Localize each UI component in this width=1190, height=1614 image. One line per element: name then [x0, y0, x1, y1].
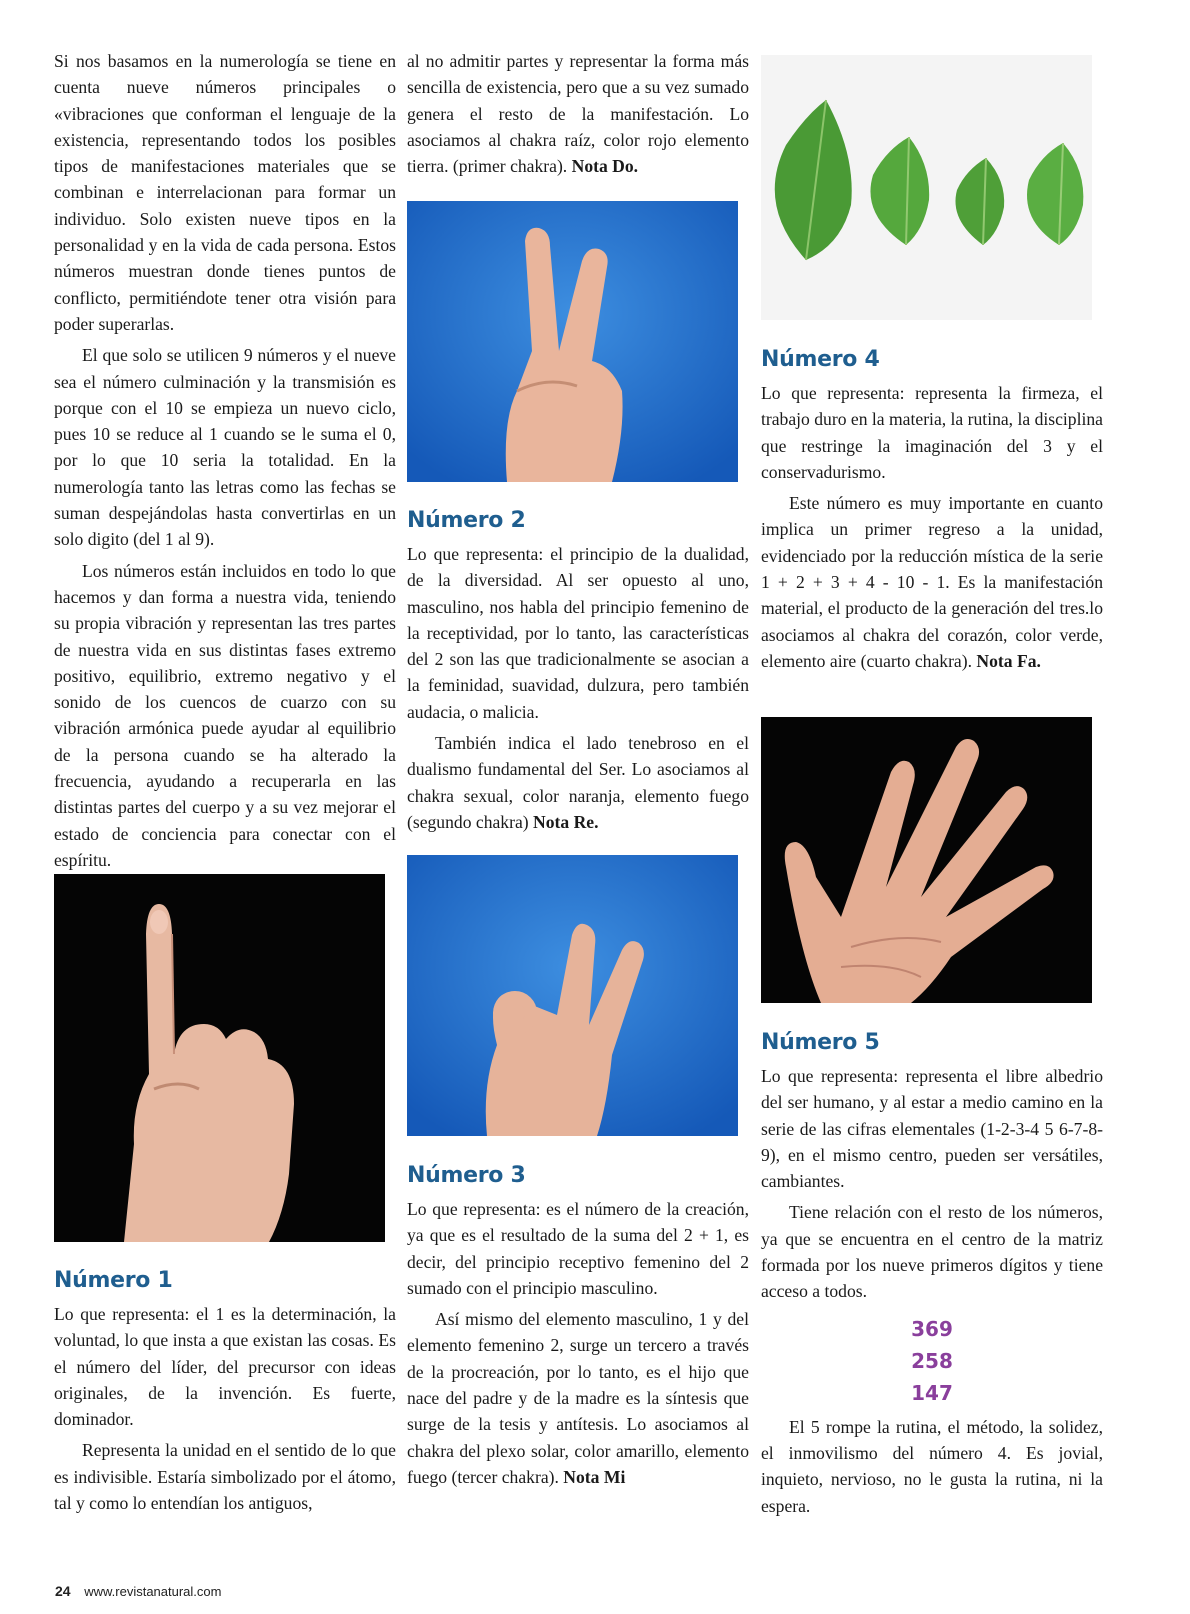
paragraph: Lo que representa: representa la firmeza, el trabajo duro en la materia, la rutina, la disciplina que restringe la imaginación del 3 y el conservadurismo. [761, 383, 1103, 482]
matrix-row: 147 [911, 1380, 953, 1405]
heading-numero-3: Número 3 [407, 1163, 526, 1188]
column-3-upper [761, 347, 1103, 674]
paragraph: También indica el lado tenebroso en el dualismo fundamental del Ser. Lo asociamos al chakra sexual, color naranja, elemento fuego (segundo chakra) Nota Re. [407, 733, 749, 832]
column-1 [54, 48, 396, 873]
number-matrix [761, 1313, 1103, 1409]
paragraph: El 5 rompe la rutina, el método, la solidez, el inmovilismo del número 4. Es jovial, inquieto, nervioso, no le gusta la rutina, ni la espera. [761, 1416, 1103, 1516]
column-2-middle [407, 508, 749, 835]
heading-numero-2: Número 2 [407, 508, 526, 533]
paragraph: Este número es muy importante en cuanto implica un primer regreso a la unidad, evidenciado por la reducción mística de la serie 1 + 2 + 3 + 4 - 10 - 1. Es la manifestación material, el producto de la generación del tres.lo asociamos al chakra del corazón, color verde, elemento aire (cuarto chakra). Nota Fa. [761, 493, 1103, 671]
column-2 [407, 48, 749, 179]
note-do: Nota Do. [571, 156, 639, 177]
note-mi: Nota Mi [563, 1466, 626, 1487]
heading-numero-1: Número 1 [54, 1268, 173, 1293]
note-fa: Nota Fa. [976, 650, 1041, 671]
matrix-row: 369 [911, 1316, 953, 1341]
paragraph: Representa la unidad en el sentido de lo que es indivisible. Estaría simbolizado por el átomo, tal y como lo entendían los antiguos, [54, 1440, 396, 1514]
heading-numero-5: Número 5 [761, 1030, 880, 1055]
paragraph: al no admitir partes y representar la forma más sencilla de existencia, pero que a su vez sumado genera el resto de la manifestación. Lo asociamos al chakra raíz, color rojo elemento tierra. (primer chakra). Nota Do. [407, 51, 749, 177]
matrix-row: 258 [911, 1348, 953, 1373]
paragraph: Si nos basamos en la numerología se tiene en cuenta nueve números principales o «vibraciones que conforman el lenguaje de la existencia, representando todos los posibles tipos de manifestaciones materiales que se combinan e interrelacionan para formar un individuo. Solo existen nueve tipos en la personalidad y en la vida de cada persona. Estos números muestran donde tienes puntos de conflicto, permitiéndote tener otra visión para poder superarlas. [54, 51, 396, 334]
column-2-lower [407, 1163, 749, 1490]
paragraph: Lo que representa: representa el libre albedrio del ser humano, y al estar a medio camino en la serie de las cifras elementales (1-2-3-4 5 6-7-8-9), en el mismo centro, pueden ser versátiles, cambiantes. [761, 1066, 1103, 1192]
page-footer [55, 1583, 221, 1599]
paragraph: Lo que representa: es el número de la creación, ya que es el resultado de la suma del 2 + 1, es decir, del principio receptivo femenino del 2 sumado con el principio masculino. [407, 1199, 749, 1298]
photo-two-fingers-hand [407, 201, 738, 482]
photo-one-finger-hand [54, 874, 385, 1242]
paragraph: Lo que representa: el 1 es la determinación, la voluntad, lo que insta a que existan las cosas. Es el número del líder, del precursor con ideas originales, de la invención. Es fuerte, dominador. [54, 1304, 396, 1430]
photo-four-leaves [761, 55, 1092, 320]
column-1-lower [54, 1268, 396, 1516]
column-3-lower [761, 1030, 1103, 1519]
paragraph: Así mismo del elemento masculino, 1 y del elemento femenino 2, surge un tercero a través de la procreación, por lo tanto, es el hijo que nace del padre y de la madre es la síntesis que surge de la tesis y antítesis. Lo asociamos al chakra del plexo solar, color amarillo, elemento fuego (tercer chakra). Nota Mi [407, 1309, 749, 1487]
heading-numero-4: Número 4 [761, 347, 880, 372]
note-re: Nota Re. [533, 811, 599, 832]
page-number: 24 [55, 1583, 71, 1599]
photo-three-fingers-hand [407, 855, 738, 1136]
paragraph: Tiene relación con el resto de los números, ya que se encuentra en el centro de la matriz formada por los nueve primeros dígitos y tiene acceso a todos. [761, 1202, 1103, 1302]
photo-open-palm-hand [761, 717, 1092, 1003]
paragraph: El que solo se utilicen 9 números y el nueve sea el número culminación y la transmisión es porque con el 10 se empieza un nuevo ciclo, pues 10 se reduce al 1 cuando se le suma el 0, por lo que 10 seria la totalidad. En la numerología tanto las letras como las fechas se suman despejándolas hasta convertirlas en un solo digito (del 1 al 9). [54, 345, 396, 550]
website-link[interactable]: www.revistanatural.com [84, 1584, 222, 1599]
paragraph: Los números están incluidos en todo lo que hacemos y dan forma a nuestra vida, teniendo su propia vibración y representan las tres partes de nuestra vida en sus distintas fases extremo positivo, equilibrio, extremo negativo y el sonido de los cuencos de cuarzo con su vibración armónica puede ayudar al equilibrio de la persona cuando se ha alterado la frecuencia, ayudando a recuperarla en las distintas partes del cuerpo y a su vez mejorar el estado de conciencia para conectar con el espíritu. [54, 560, 396, 870]
paragraph: Lo que representa: el principio de la dualidad, de la diversidad. Al ser opuesto al uno, masculino, nos habla del principio femenino de la receptividad, por lo tanto, las características del 2 son las que tradicionalmente se asocian a la feminidad, suavidad, dulzura, pero también audacia, o malicia. [407, 544, 749, 722]
